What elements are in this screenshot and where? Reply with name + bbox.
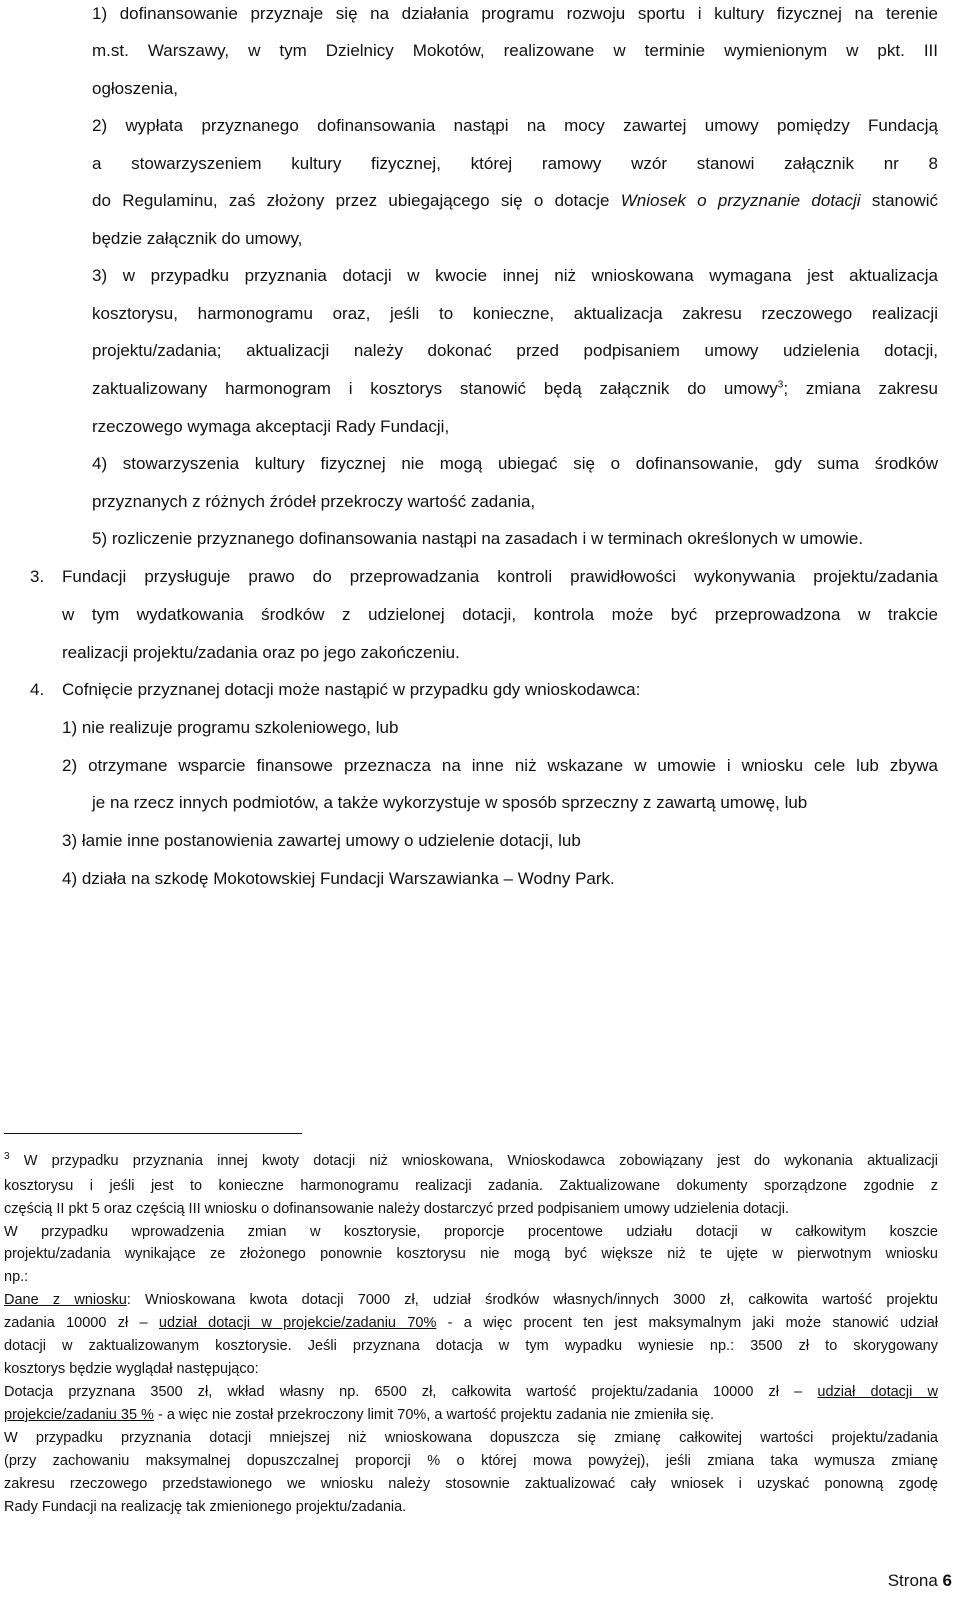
footnote-text-8b: - a więc procent ten jest maksymalnym jaki może stanowić udział	[436, 1315, 938, 1331]
item-2-form-title: Wniosek o przyznanie dotacji	[620, 191, 861, 210]
footnote-text-12b: - a więc nie został przekroczony limit 70%, a wartość projektu zadania nie zmieniła się.	[153, 1407, 715, 1423]
paragraph-3-line-2: w tym wydatkowania środków z udzielonej dotacji, kontrola może być przeprowadzona w trakcie	[62, 605, 938, 624]
item-2-text-b: stanowić	[860, 191, 938, 210]
item-2-line-1: 2) wypłata przyznanego dofinansowania nastąpi na mocy zawartej umowy pomiędzy Fundacją	[92, 116, 938, 135]
footnote-text-8a: zadania 10000 zł –	[4, 1315, 159, 1331]
footnote-line-1	[4, 1152, 938, 1171]
footnote-ref-3[interactable]: 3	[777, 379, 784, 391]
footnote-line-2: kosztorysu i jeśli jest to konieczne harmonogramu realizacji zadania. Zaktualizowane dokumenty sporządzone zgodnie z	[4, 1178, 938, 1194]
paragraph-4-item-2-line-1: 2) otrzymane wsparcie finansowe przeznacza na inne niż wskazane w umowie i wniosku cele lub zbywa	[62, 756, 938, 775]
paragraph-4-item-4: 4) działa na szkodę Mokotowskiej Fundacji Warszawianka – Wodny Park.	[62, 869, 615, 888]
footnote-line-4: W przypadku wprowadzenia zmian w kosztorysie, proporcje procentowe udziału dotacji w całkowitym koszcie	[4, 1224, 938, 1240]
item-1-line-1: 1) dofinansowanie przyznaje się na działania programu rozwoju sportu i kultury fizycznej na terenie	[92, 4, 938, 23]
item-1-line-3: ogłoszenia,	[92, 79, 179, 98]
footnote-line-15: zakresu rzeczowego przedstawionego we wniosku należy stosownie zaktualizować cały wniosek i uzyskać ponowną zgodę	[4, 1476, 938, 1492]
item-1-line-2: m.st. Warszawy, w tym Dzielnicy Mokotów, realizowane w terminie wymienionym w pkt. III	[92, 41, 938, 60]
paragraph-3-line-3: realizacji projektu/zadania oraz po jego zakończeniu.	[62, 643, 460, 662]
footnote-line-10: kosztorys będzie wyglądał następująco:	[4, 1361, 259, 1377]
footnote-underline-35b: projekcie/zadaniu 35 %	[4, 1407, 154, 1423]
item-3-text-b: ; zmiana zakresu	[783, 379, 938, 398]
footnote-text-11a: Dotacja przyznana 3500 zł, wkład własny np. 6500 zł, całkowita wartość projektu/zadania 10000 zł –	[4, 1384, 818, 1400]
footnote-separator	[4, 1133, 302, 1134]
footnote-line-12	[4, 1406, 938, 1425]
paragraph-3-number: 3.	[30, 567, 45, 586]
item-2-line-3	[92, 190, 938, 212]
item-5-line-1: 5) rozliczenie przyznanego dofinansowania nastąpi na zasadach i w terminach określonych w umowie.	[92, 529, 864, 548]
footnote-line-3: częścią II pkt 5 oraz częścią III wniosku o dofinansowanie należy dostarczyć przed podpisaniem umowy udzielenia dotacji.	[4, 1201, 790, 1217]
item-3-text-a: zaktualizowany harmonogram i kosztorys stanowić będą załącznik do umowy	[92, 379, 778, 398]
footnote-underline-data: Dane z wniosku	[4, 1292, 127, 1308]
item-2-text-a: do Regulaminu, zaś złożony przez ubiegającego się o dotacje	[92, 191, 621, 210]
item-2-line-2: a stowarzyszeniem kultury fizycznej, której ramowy wzór stanowi załącznik nr 8	[92, 154, 938, 173]
footnote-line-8	[4, 1314, 938, 1333]
footnote-underline-70: udział dotacji w projekcie/zadaniu 70%	[158, 1315, 437, 1331]
item-4-line-1: 4) stowarzyszenia kultury fizycznej nie mogą ubiegać się o dofinansowanie, gdy suma środków	[92, 454, 938, 473]
paragraph-4-number: 4.	[30, 680, 45, 699]
item-3-line-1: 3) w przypadku przyznania dotacji w kwocie innej niż wnioskowana wymagana jest aktualizacja	[92, 266, 938, 285]
footnote-line-6: np.:	[4, 1269, 29, 1285]
item-3-line-4	[92, 378, 938, 400]
footnote-line-16: Rady Fundacji na realizację tak zmienionego projektu/zadania.	[4, 1499, 407, 1515]
paragraph-4-item-3: 3) łamie inne postanowienia zawartej umowy o udzielenie dotacji, lub	[62, 831, 581, 850]
page-number-label: Strona	[887, 1571, 943, 1590]
paragraph-3-line-1: Fundacji przysługuje prawo do przeprowadzania kontroli prawidłowości wykonywania projektu/zadania	[62, 567, 938, 586]
footnote-line-5: projektu/zadania wynikające ze złożonego ponownie kosztorysu nie mogą być większe niż te ujęte w pierwotnym wniosku	[4, 1246, 938, 1262]
footnote-text-1: W przypadku przyznania innej kwoty dotacji niż wnioskowana, Wnioskodawca zobowiązany jest do wykonania aktualizacji	[9, 1153, 938, 1169]
paragraph-4-line-1: Cofnięcie przyznanej dotacji może nastąpić w przypadku gdy wnioskodawca:	[62, 680, 641, 699]
footnote-line-13: W przypadku przyznania dotacji mniejszej niż wnioskowana dopuszcza się zmianę całkowitej wartości projektu/zadania	[4, 1430, 938, 1446]
item-3-line-5: rzeczowego wymaga akceptacji Rady Fundacji,	[92, 417, 450, 436]
footnote-text-7: : Wnioskowana kwota dotacji 7000 zł, udział środków własnych/innych 3000 zł, całkowita wartość projektu	[126, 1292, 938, 1308]
page-number-value: 6	[942, 1571, 952, 1590]
item-3-line-2: kosztorysu, harmonogramu oraz, jeśli to konieczne, aktualizacja zakresu rzeczowego realizacji	[92, 304, 938, 323]
page-number	[888, 1570, 952, 1592]
footnote-line-14: (przy zachowaniu maksymalnej dopuszczalnej proporcji % o której mowa powyżej), jeśli zmiana taka wymusza zmianę	[4, 1453, 938, 1469]
footnote-mark: 3	[4, 1151, 10, 1163]
footnote-line-9: dotacji w zaktualizowanym kosztorysie. Jeśli przyznana dotacja w tym wypadku wyniesie np.: 3500 zł to skorygowany	[4, 1338, 938, 1354]
item-2-line-4: będzie załącznik do umowy,	[92, 229, 303, 248]
footnote-line-7	[4, 1291, 938, 1310]
item-3-line-3: projektu/zadania; aktualizacji należy dokonać przed podpisaniem umowy udzielenia dotacji,	[92, 341, 938, 360]
item-4-line-2: przyznanych z różnych źródeł przekroczy wartość zadania,	[92, 492, 536, 511]
footnote-line-11	[4, 1383, 938, 1402]
footnote-underline-35a: udział dotacji w	[817, 1384, 938, 1400]
paragraph-4-item-1: 1) nie realizuje programu szkoleniowego, lub	[62, 718, 399, 737]
paragraph-4-item-2-line-2: je na rzecz innych podmiotów, a także wykorzystuje w sposób sprzeczny z zawartą umowę, lub	[92, 793, 808, 812]
